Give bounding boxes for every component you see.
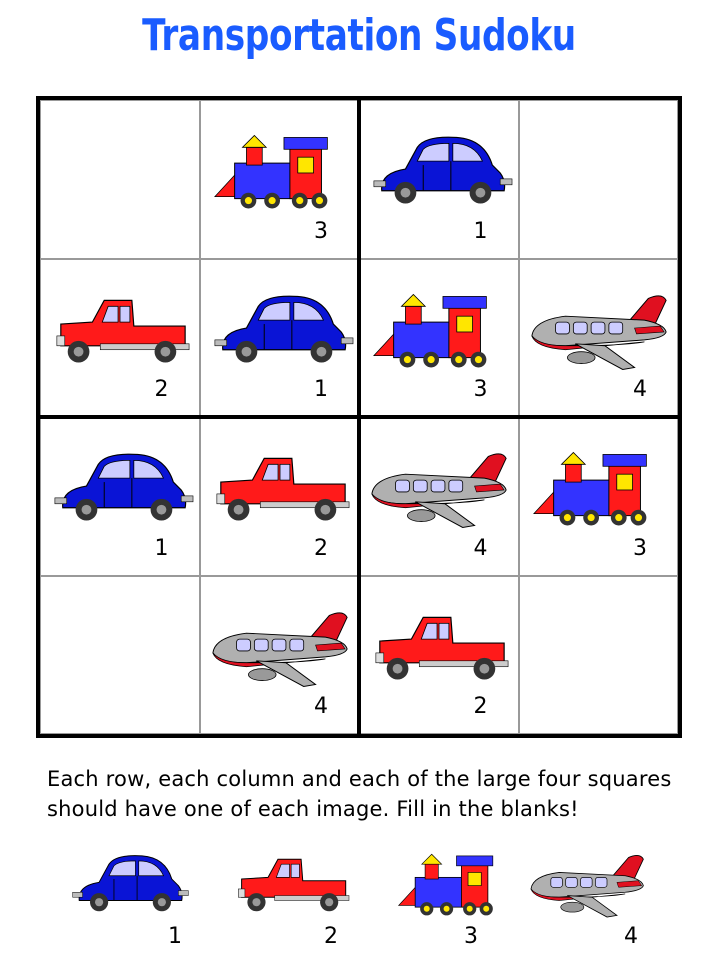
board-cell xyxy=(519,417,679,576)
airplane-icon xyxy=(526,846,650,922)
page-title: Transportation Sudoku xyxy=(142,10,576,61)
car-icon xyxy=(207,282,355,378)
legend-item xyxy=(392,846,540,950)
cell-number: 2 xyxy=(314,535,328,561)
board-cell xyxy=(200,417,360,576)
legend-number: 3 xyxy=(464,924,478,949)
truck-icon xyxy=(230,846,354,922)
empty-cell[interactable] xyxy=(40,576,200,735)
airplane-icon xyxy=(207,599,355,695)
legend-item xyxy=(526,846,674,950)
empty-cell[interactable] xyxy=(519,100,679,259)
board-cell xyxy=(359,259,519,418)
board-cell xyxy=(40,417,200,576)
board-cell xyxy=(519,259,679,418)
legend-item xyxy=(230,846,378,950)
airplane-icon xyxy=(366,440,514,536)
cell-number: 3 xyxy=(473,377,488,402)
airplane-icon xyxy=(526,282,674,378)
car-icon xyxy=(47,440,195,536)
train-icon xyxy=(207,123,355,219)
legend-number: 2 xyxy=(324,924,338,949)
board-cell xyxy=(200,100,360,259)
cell-number: 4 xyxy=(473,535,488,561)
instructions xyxy=(47,764,687,824)
empty-cell[interactable] xyxy=(40,100,200,259)
train-icon xyxy=(526,440,674,536)
cell-number: 3 xyxy=(633,535,647,561)
instructions-line-2: should have one of each image. Fill in the blanks! xyxy=(47,797,579,821)
instructions-line-1: Each row, each column and each of the large four squares xyxy=(47,767,672,791)
car-icon xyxy=(366,123,514,219)
truck-icon xyxy=(207,440,355,536)
sudoku-grid xyxy=(36,96,682,738)
box-divider-vertical xyxy=(357,100,361,734)
legend-item xyxy=(66,846,214,950)
cell-number: 4 xyxy=(314,694,328,719)
board-cell xyxy=(359,417,519,576)
cell-number: 1 xyxy=(314,377,328,402)
board-cell xyxy=(40,259,200,418)
truck-icon xyxy=(47,282,195,378)
cell-number: 1 xyxy=(473,218,488,244)
cell-number: 4 xyxy=(633,377,647,402)
legend-number: 1 xyxy=(168,924,182,949)
cell-number: 3 xyxy=(314,218,328,244)
truck-icon xyxy=(366,599,514,695)
empty-cell[interactable] xyxy=(519,576,679,735)
cell-number: 1 xyxy=(154,535,169,561)
board-cell xyxy=(200,576,360,735)
cell-number: 2 xyxy=(473,694,488,719)
train-icon xyxy=(392,846,516,922)
car-icon xyxy=(66,846,190,922)
cell-number: 2 xyxy=(154,377,169,402)
board-cell xyxy=(200,259,360,418)
legend-number: 4 xyxy=(624,924,638,949)
board-cell xyxy=(359,576,519,735)
board-cell xyxy=(359,100,519,259)
train-icon xyxy=(366,282,514,378)
